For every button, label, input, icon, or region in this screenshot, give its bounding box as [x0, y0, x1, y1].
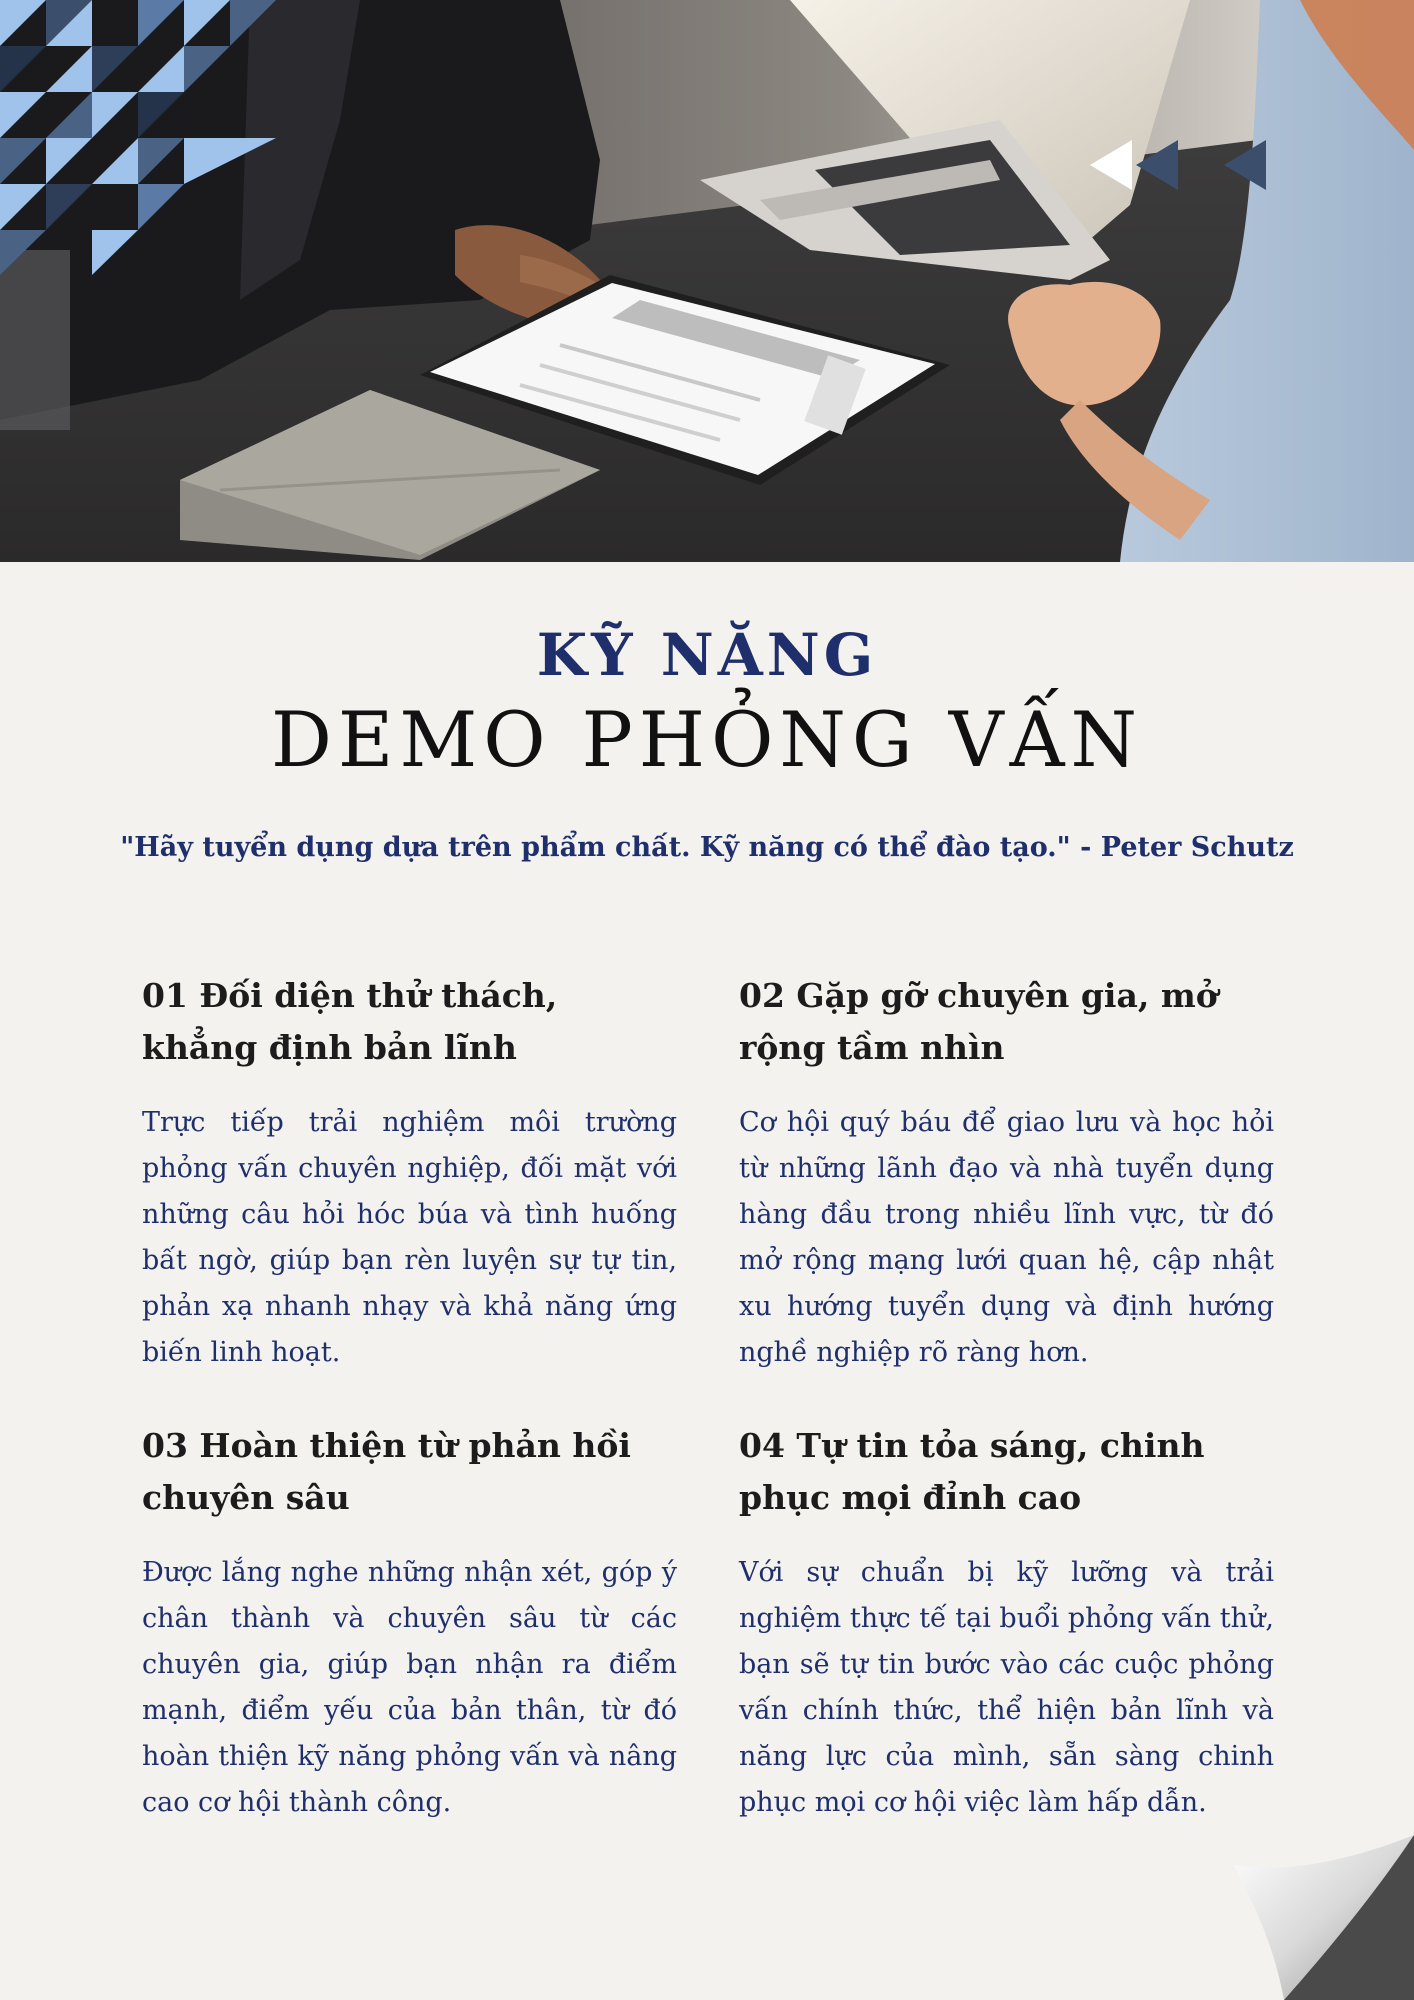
title-kicker: KỸ NĂNG — [536, 621, 878, 689]
benefit-heading: 04 Tự tin tỏa sáng, chinh phục mọi đỉnh cao — [739, 1426, 1205, 1517]
benefit-heading: 02 Gặp gỡ chuyên gia, mở rộng tầm nhìn — [739, 976, 1218, 1067]
benefit-heading: 03 Hoàn thiện từ phản hồi chuyên sâu — [142, 1426, 631, 1517]
benefit-heading: 01 Đối diện thử thách, khẳng định bản lĩnh — [142, 976, 558, 1067]
page-curl-icon — [1214, 1835, 1414, 2000]
benefit-body: Cơ hội quý báu để giao lưu và học hỏi từ những lãnh đạo và nhà tuyển dụng hàng đầu trong nhiều lĩnh vực, từ đó mở rộng mạng lưới quan hệ, cập nhật xu hướng tuyển dụng và định hướng nghề nghiệp rõ ràng hơn. — [739, 1107, 1274, 1368]
title-block — [0, 620, 1414, 790]
benefit-body: Được lắng nghe những nhận xét, góp ý chân thành và chuyên sâu từ các chuyên gia, giúp bạn nhận ra điểm mạnh, điểm yếu của bản thân, từ đó hoàn thiện kỹ năng phỏng vấn và nâng cao cơ hội thành công. — [142, 1557, 677, 1818]
geometric-triangle-pattern-icon — [0, 0, 280, 275]
hero-photo — [0, 0, 1414, 562]
benefit-item-02 — [739, 970, 1274, 1376]
benefit-item-04 — [739, 1420, 1274, 1826]
benefit-item-03 — [142, 1420, 677, 1826]
quote: "Hãy tuyển dụng dựa trên phẩm chất. Kỹ năng có thể đào tạo." - Peter Schutz — [120, 832, 1294, 863]
triangle-arrows-left-icon — [1090, 140, 1270, 190]
benefit-body: Trực tiếp trải nghiệm môi trường phỏng vấn chuyên nghiệp, đối mặt với những câu hỏi hóc búa và tình huống bất ngờ, giúp bạn rèn luyện sự tự tin, phản xạ nhanh nhạy và khả năng ứng biến linh hoạt. — [142, 1107, 677, 1368]
benefit-item-01 — [142, 970, 677, 1376]
page-title: DEMO PHỎNG VẤN — [270, 695, 1144, 784]
benefit-body: Với sự chuẩn bị kỹ lưỡng và trải nghiệm thực tế tại buổi phỏng vấn thử, bạn sẽ tự tin bước vào các cuộc phỏng vấn chính thức, thể hiện bản lĩnh và năng lực của mình, sẵn sàng chinh phục mọi cơ hội việc làm hấp dẫn. — [739, 1557, 1274, 1818]
